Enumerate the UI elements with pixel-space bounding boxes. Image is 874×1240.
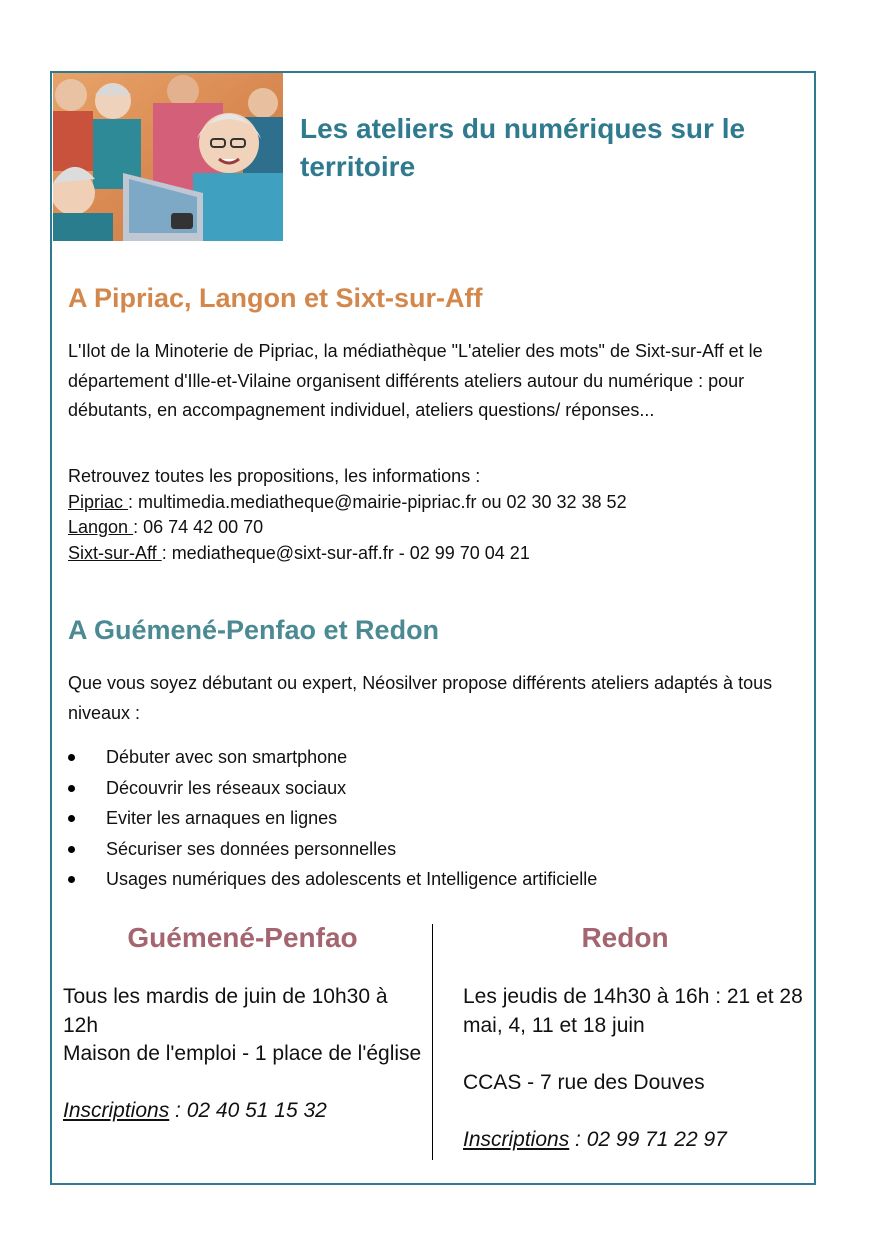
contact-place: Pipriac: [68, 491, 129, 512]
inscription-line: [463, 1126, 813, 1155]
contact-place: Langon: [68, 517, 134, 537]
page-title: Les ateliers du numériques sur le territoire: [300, 113, 746, 182]
contact-info: : mediatheque@sixt-sur-aff.fr - 02 99 70 04 21: [161, 542, 530, 563]
contact-info: : multimedia.mediatheque@mairie-pipriac.fr ou 02 30 32 38 52: [128, 491, 627, 512]
bullet-icon: [68, 876, 75, 883]
schedule-text: Les jeudis de 14h30 à 16h : 21 et 28 mai, 4, 11 et 18 juin: [463, 985, 803, 1037]
list-item-label: Sécuriser ses données personnelles: [106, 838, 397, 859]
list-item-label: Usages numériques des adolescents et Intelligence artificielle: [106, 869, 598, 889]
bullet-icon: [68, 754, 75, 761]
spacer: [63, 1069, 428, 1098]
list-item: [68, 803, 808, 834]
contact-sixt-sur-aff: [68, 541, 818, 567]
schedule-text: Tous les mardis de juin de 10h30 à 12h: [63, 985, 388, 1037]
bullet-icon: [68, 815, 75, 822]
list-item: [68, 864, 808, 895]
column-redon: [463, 983, 813, 1155]
inscription-line: [63, 1097, 428, 1126]
column-title-redon: Redon: [581, 922, 669, 953]
list-item-label: Débuter avec son smartphone: [106, 747, 348, 767]
seniors-using-computers-illustration: [53, 73, 283, 241]
contact-place: Sixt-sur-Aff: [68, 542, 162, 563]
list-item-label: Découvrir les réseaux sociaux: [106, 777, 347, 798]
section-intro-pipriac: L'Ilot de la Minoterie de Pipriac, la médiathèque "L'atelier des mots" de Sixt-sur-Aff et le département d'Ille-et-Vilaine organisent différents ateliers autour du numérique : pour débutants, en accompagnement individuel, ateliers questions/ réponses...: [68, 341, 763, 420]
section-intro-neosilver: Que vous soyez débutant ou expert, Néosilver propose différents ateliers adaptés à tous niveaux :: [68, 673, 773, 723]
inscription-label: Inscriptions: [63, 1099, 170, 1123]
section-heading-pipriac: A Pipriac, Langon et Sixt-sur-Aff: [68, 283, 483, 313]
list-item-label: Eviter les arnaques en lignes: [106, 808, 338, 828]
contact-info: : 06 74 42 00 70: [133, 517, 264, 537]
list-item: [68, 773, 808, 804]
workshop-list: [68, 742, 808, 895]
section-heading-guemene-redon: A Guémené-Penfao et Redon: [68, 615, 440, 645]
inscription-phone: : 02 40 51 15 32: [169, 1099, 327, 1123]
contact-pipriac: [68, 490, 818, 516]
contacts-intro: Retrouvez toutes les propositions, les informations :: [68, 466, 481, 486]
spacer: [463, 1097, 813, 1126]
bullet-icon: [68, 785, 75, 792]
column-divider: [432, 924, 433, 1160]
bullet-icon: [68, 846, 75, 853]
inscription-label: Inscriptions: [463, 1127, 570, 1151]
inscription-phone: : 02 99 71 22 97: [569, 1127, 727, 1151]
location-text: Maison de l'emploi - 1 place de l'église: [63, 1042, 422, 1066]
column-guemene: [63, 983, 428, 1126]
contacts-block: [68, 464, 818, 566]
contact-langon: [68, 515, 818, 541]
location-text: CCAS - 7 rue des Douves: [463, 1070, 705, 1094]
column-title-guemene: Guémené-Penfao: [127, 922, 358, 953]
list-item: [68, 742, 808, 773]
list-item: [68, 834, 808, 865]
spacer: [463, 1040, 813, 1069]
